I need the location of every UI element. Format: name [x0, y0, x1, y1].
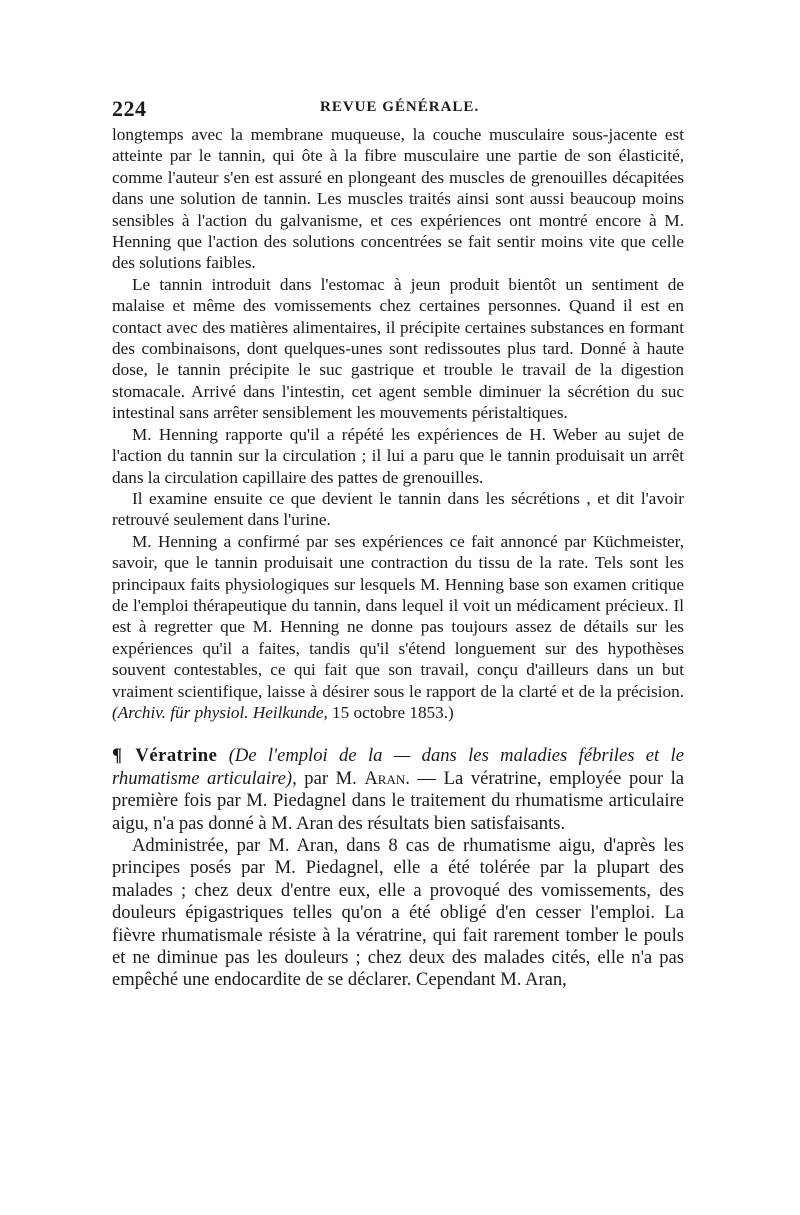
paragraph-5	[112, 531, 684, 724]
paragraph-4: Il examine ensuite ce que devient le tannin dans les sécrétions , et dit l'avoir retrouvé seulement dans l'urine.	[112, 488, 684, 530]
section-veratrine	[112, 745, 684, 835]
citation: (Archiv. für physiol. Heilkunde,	[112, 702, 328, 722]
section-by: par M.	[304, 767, 357, 789]
page-number: 224	[112, 96, 147, 121]
section-subtitle: (De l'emploi de la — dans les maladies fébriles et le rhumatisme articulaire),	[112, 745, 684, 789]
paragraph-3: M. Henning rapporte qu'il a répété les expériences de H. Weber au sujet de l'action du tannin sur la circulation ; il lui a paru que le tannin produisait un arrêt dans la circulation capillaire des pattes de grenouilles.	[112, 424, 684, 487]
page-header	[112, 96, 684, 124]
section-title: Vératrine	[135, 745, 218, 767]
paragraph-1: longtemps avec la membrane muqueuse, la couche musculaire sous-jacente est atteinte par le tannin, qui ôte à la fibre musculaire une partie de son élasticité, comme l'auteur s'en est assuré en plongeant des muscles de grenouilles décapitées dans une solution de tannin. Les muscles traités ainsi sont aussi beaucoup moins sensibles à l'action du galvanisme, et ces expériences ont montré encore à M. Henning que l'action des solutions concentrées se fait sentir moins vite que celle des solutions faibles.	[112, 125, 684, 273]
paragraph-5-text: M. Henning a confirmé par ses expériences ce fait annoncé par Küchmeister, savoir, que le tannin produisait une contraction du tissu de la rate. Tels sont les principaux faits physiologiques sur lesquels M. Henning base son examen critique de l'emploi thérapeutique du tannin, dans lequel il voit un médicament précieux. Il est à regretter que M. Henning ne donne pas toujours assez de détails sur les expériences qu'il a faites, tandis qu'il s'étend longuement sur des hypothèses souvent contestables, ce qui fait que son travail, conçu d'ailleurs dans un but vraiment scientifique, laisse à désirer sous le rapport de la clarté et de la précision.	[112, 531, 684, 701]
paragraph-7: Administrée, par M. Aran, dans 8 cas de rhumatisme aigu, d'après les principes posés par M. Piedagnel, elle a été tolérée par la plupart des malades ; chez deux d'entre eux, elle a provoqué des vomissements, des douleurs épigastriques telles qu'on a été obligé d'en cesser l'emploi. La fièvre rhumatismale résiste à la vératrine, qui fait rarement tomber le pouls et ne diminue pas les douleurs ; chez deux des malades cités, elle n'a pas empêché une endocardite de se déclarer. Cependant M. Aran,	[112, 835, 684, 991]
running-title: REVUE GÉNÉRALE.	[320, 99, 480, 115]
section-mark-icon: ¶	[112, 745, 123, 767]
citation-date: 15 octobre 1853.)	[332, 702, 454, 722]
paragraph-2: Le tannin introduit dans l'estomac à jeun produit bientôt un sentiment de malaise et même des vomissements chez certaines personnes. Quand il est en contact avec des matières alimentaires, il précipite certaines substances en formant des combinaisons, dont quelques-unes sont redissoutes plus tard. Donné à haute dose, le tannin précipite le suc gastrique et trouble le travail de la digestion stomacale. Arrivé dans l'intestin, cet agent semble diminuer la sécrétion du suc intestinal sans arrêter sensiblement les mouvements péristaltiques.	[112, 274, 684, 423]
section-author: Aran.	[364, 767, 410, 789]
body-text	[112, 124, 684, 992]
section-intro: — La vératrine, employée pour la première fois par M. Piedagnel dans le traitement du rhumatisme articulaire aigu, n'a pas donné à M. Aran des résultats bien satisfaisants.	[112, 767, 685, 834]
